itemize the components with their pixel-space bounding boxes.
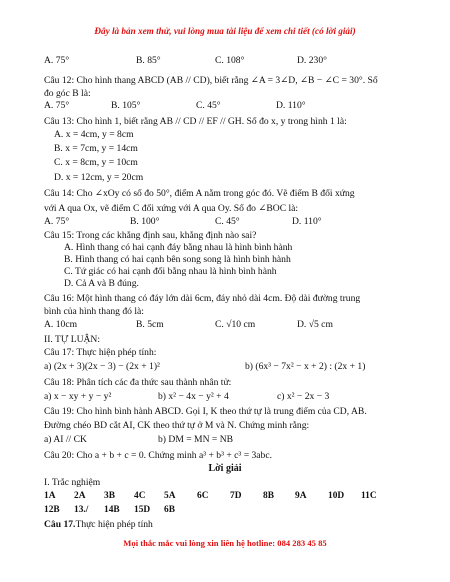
text-line: Câu 13: Cho hình 1, biết rằng AB // CD // EF // GH. Số đo x, y trong hình 1 là: (44, 116, 347, 127)
answer-item: 12B (44, 505, 60, 515)
text-line: A. 10cm (44, 319, 78, 330)
text-line: B. 100° (130, 216, 160, 227)
text-line: B. Hình thang có hai cạnh bên song song là hình bình hành (64, 254, 291, 265)
text-line: Câu 20: Cho a + b + c = 0. Chứng minh a³ + b³ + c³ = 3abc. (44, 450, 273, 461)
answer-item: 3B (104, 491, 115, 501)
text-line: C. 45° (215, 216, 240, 227)
text-line: C. 45° (196, 100, 221, 111)
answer-item: 9A (295, 491, 307, 501)
text-line: D. 230° (297, 55, 327, 66)
answer-item: 5A (164, 491, 176, 501)
text-line: b) (6x³ − 7x² − x + 2) : (2x + 1) (245, 361, 366, 372)
text-line: D. Cả A và B đúng. (64, 278, 139, 289)
text-line: với A qua Ox, vẽ điểm C đối xứng với A qua Oy. Số đo ∠BOC là: (44, 203, 299, 214)
text-line: B. 85° (136, 55, 161, 66)
text-line: C. 108° (215, 55, 245, 66)
text-line: A. Hình thang có hai cạnh đáy bằng nhau là hình bình hành (64, 242, 293, 253)
text-line: a) x − xy + y − y² (44, 391, 112, 402)
text-line: Câu 17: Thực hiện phép tính: (44, 347, 157, 358)
text-line: b) DM = MN = NB (158, 434, 234, 445)
answer-item: 4C (134, 491, 146, 501)
text-line: A. 75° (44, 100, 70, 111)
text-line: C. √10 cm (215, 319, 256, 330)
text-line: D. 110° (292, 216, 322, 227)
text-line: II. TỰ LUẬN: (44, 334, 101, 345)
text-line: B. 5cm (136, 319, 164, 330)
answer-row-2 (44, 505, 194, 515)
text-line: Câu 16: Một hình thang có đáy lớn dài 6cm, đáy nhỏ dài 4cm. Độ dài đường trung (44, 293, 361, 304)
text-line: c) x² − 2x − 3 (277, 391, 330, 402)
solution-title: Lời giải (208, 463, 242, 474)
text-line: bình của hình thang đó là: (44, 306, 144, 317)
text-line: a) (2x + 3)(2x − 3) − (2x + 1)² (44, 361, 160, 372)
answer-item: 1A (44, 491, 56, 501)
answer-item: 7D (230, 491, 242, 501)
answer-item: 10D (328, 491, 345, 501)
text-line: a) AI // CK (44, 434, 87, 445)
answer-item: 6C (197, 491, 209, 501)
preview-notice: Đây là bản xem thử, vui lòng mua tài liệu để xem chi tiết (có lời giải) (94, 26, 356, 36)
answer-item: 8B (263, 491, 274, 501)
text-line: C. x = 8cm, y = 10cm (54, 157, 138, 168)
text-line: A. 75° (44, 55, 70, 66)
text-line: Câu 14: Cho ∠xOy có số đo 50°, điểm A nằm trong góc đó. Vẽ điểm B đối xứng (44, 188, 355, 199)
text-line: D. 110° (276, 100, 306, 111)
text-line: Câu 19: Cho hình bình hành ABCD. Gọi I, K theo thứ tự là trung điểm của CD, AB. (44, 406, 367, 417)
text-line: D. x = 12cm, y = 20cm (54, 172, 144, 183)
text-line: Câu 18: Phân tích các đa thức sau thành nhân tử: (44, 377, 232, 388)
answer-item: 13./ (74, 505, 89, 515)
text-line: B. 105° (111, 100, 141, 111)
answer-item: 6B (164, 505, 175, 515)
answer-item: 11C (361, 491, 377, 501)
text-line: B. x = 7cm, y = 14cm (54, 143, 138, 154)
q17-heading (44, 519, 153, 531)
hotline-footer: Mọi thắc mắc vui lòng xin liên hệ hotline: 084 283 45 85 (123, 538, 327, 548)
answer-item: 14B (104, 505, 120, 515)
answer-row-1 (44, 491, 391, 501)
text-line: Câu 15: Trong các khẳng định sau, khẳng định nào sai? (44, 230, 257, 241)
q17-label: Câu 17. (44, 519, 76, 530)
text-line: đo góc B là: (44, 88, 91, 99)
text-line: D. √5 cm (297, 319, 333, 330)
text-line: b) x² − 4x − y² + 4 (158, 391, 229, 402)
answer-item: 2A (74, 491, 86, 501)
section-title: I. Trắc nghiệm (44, 477, 101, 488)
q17-text: Thực hiện phép tính (75, 519, 153, 530)
text-line: C. Tứ giác có hai cạnh đối bằng nhau là hình bình hành (64, 266, 277, 277)
text-line: A. 75° (44, 216, 70, 227)
text-line: A. x = 4cm, y = 8cm (54, 129, 134, 140)
text-line: Câu 12: Cho hình thang ABCD (AB // CD), biết rằng ∠A = 3∠D, ∠B − ∠C = 30°. Số (44, 75, 378, 86)
answer-item: 15D (134, 505, 151, 515)
text-line: Đường chéo BD cắt AI, CK theo thứ tự ở M và N. Chứng minh rằng: (44, 420, 310, 431)
